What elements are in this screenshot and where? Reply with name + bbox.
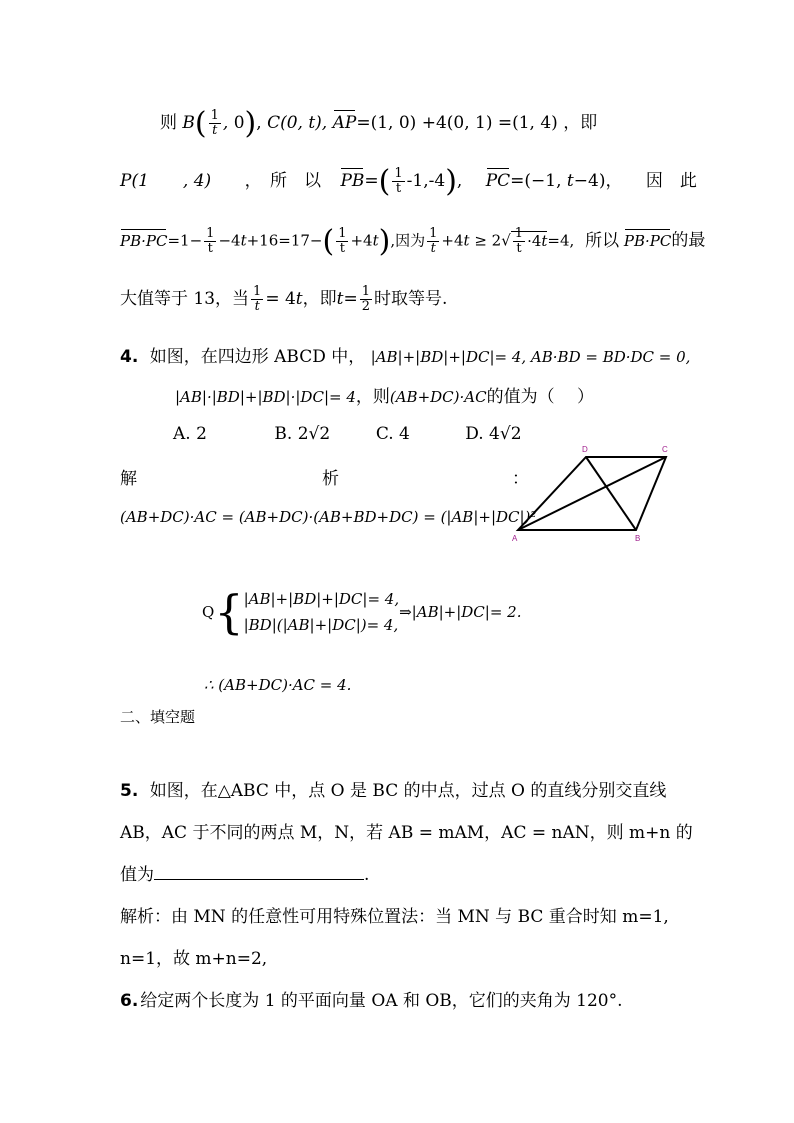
option-c: C. 4: [375, 424, 410, 444]
option-b: B. 2√2: [274, 424, 331, 444]
q6-stem: 6. 给定两个长度为 1 的平面向量 OA 和 OB，它们的夹角为 120°.: [120, 991, 623, 1011]
section-heading: 二、填空题: [120, 708, 196, 726]
solution3-line4: 大值等于 13，当 $\frac{1}{t}$ = 4t，即t= $\frac{1}{2}$ 时取等号.: [120, 284, 448, 314]
option-a: A. 2: [173, 424, 207, 444]
q4-stem-line1: 4. 如图，在四边形 ABCD 中， |AB|+|BD|+|DC|= 4, AB·BD = BD·DC = 0,: [120, 347, 691, 367]
solution3-line3: PB·PC=1− $\frac{1}{t}$ −4t+16=17−( $\frac{1}{t}$ +4t),因为 $\frac{1}{t}$ +4t ≥ 2√ $\frac{1}{t}$ ·4t=4, 所以 PB·PC的最: [120, 224, 706, 259]
q5-stem-line1: 5. 如图，在△ABC 中，点 O 是 BC 的中点，过点 O 的直线分别交直线: [120, 781, 667, 801]
q5-stem-line2: AB，AC 于不同的两点 M，N，若 AB = mAM，AC = nAN，则 m+n 的: [120, 823, 693, 843]
answer-blank[interactable]: [154, 863, 364, 880]
q5-analysis-line1: 解析：由 MN 的任意性可用特殊位置法：当 MN 与 BC 重合时知 m=1,: [120, 907, 669, 927]
option-d: D. 4√2: [465, 424, 522, 444]
q5-analysis-line2: n=1，故 m+n=2,: [120, 949, 268, 969]
q4-analysis-line: (AB+DC)·AC = (AB+DC)·(AB+BD+DC) = (|AB|+|DC|)²: [120, 508, 537, 526]
q4-conclusion: ∴ (AB+DC)·AC = 4.: [204, 676, 352, 694]
vertex-b-label: B: [635, 534, 641, 543]
q5-stem-line3: 值为 .: [120, 865, 370, 885]
q4-analysis-label: 解 析 ：: [120, 469, 529, 489]
q4-options: [173, 424, 522, 444]
vertex-d-label: D: [582, 445, 588, 454]
vertex-a-label: A: [512, 534, 518, 543]
quadrilateral-figure: [508, 442, 678, 546]
q4-stem-line2: |AB|·|BD|+|BD|·|DC|= 4，则(AB+DC)·AC的值为（ ）: [175, 387, 594, 407]
solution3-line2: P(1 , 4) ， 所 以 PB=( $\frac{1}{t}$ -1,-4), PC=(−1, t−4)， 因 此: [120, 164, 697, 199]
solution3-line1: 则 B( $\frac{1}{t}$ , 0), C(0, t), AP=(1, 0) +4(0, 1) =(1, 4) ，即: [160, 106, 598, 141]
vertex-c-label: C: [662, 445, 668, 454]
q4-system: Q{ |AB|+|BD|+|DC|= 4, |BD|(|AB|+|DC|)= 4, ⇒|AB|+|DC|= 2.: [202, 585, 522, 639]
